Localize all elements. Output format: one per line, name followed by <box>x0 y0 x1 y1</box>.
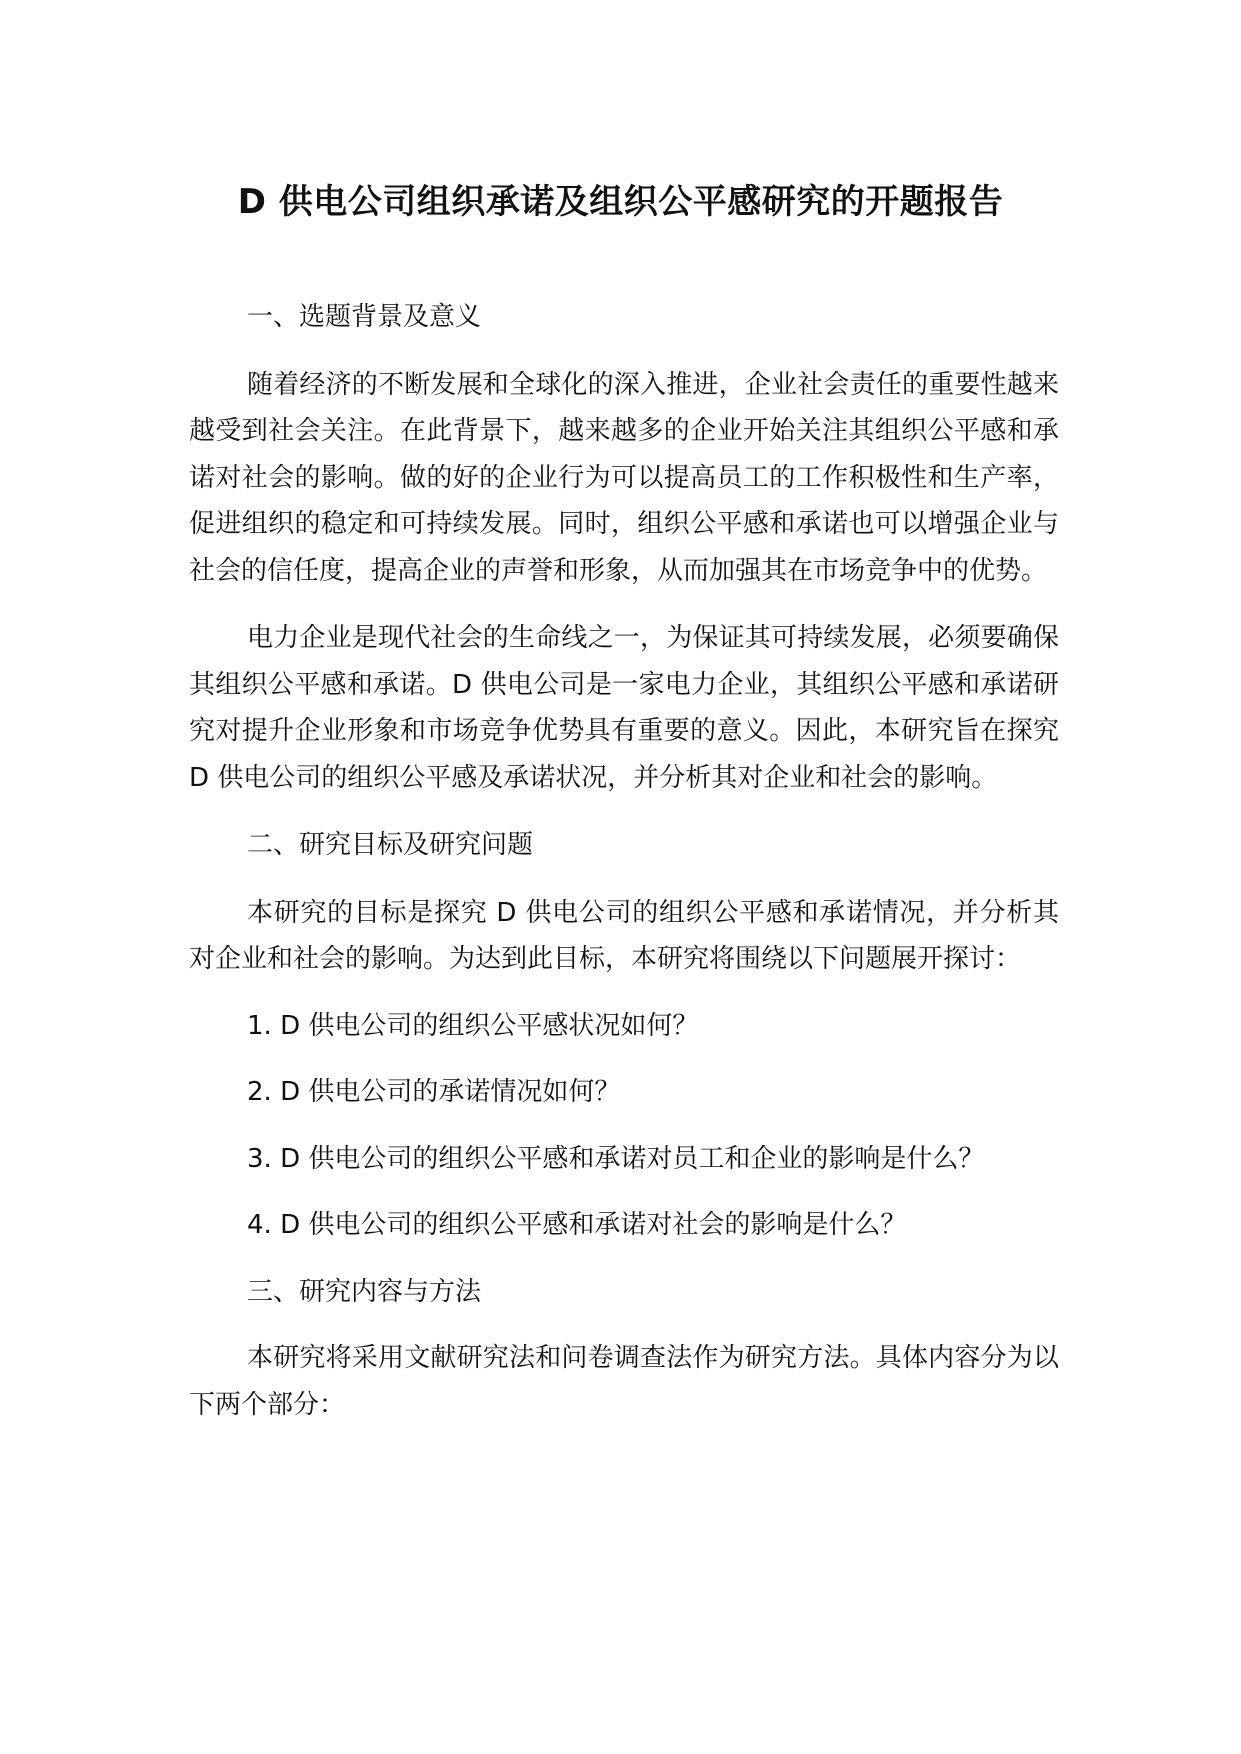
question-item-1: 1. D 供电公司的组织公平感状况如何？ <box>247 1010 699 1041</box>
paragraph-background-1: 随着经济的不断发展和全球化的深入推进，企业社会责任的重要性越来越受到社会关注。在此背景下，越来越多的企业开始关注其组织公平感和承诺对社会的影响。做的好的企业行为可以提高员工的工作积极性和生产率，促进组织的稳定和可持续发展。同时，组织公平感和承诺也可以增强企业与社会的信任度，提高企业的声誉和形象，从而加强其在市场竞争中的优势。 <box>189 369 1059 586</box>
question-item-2: 2. D 供电公司的承诺情况如何？ <box>247 1077 621 1107</box>
document-body <box>189 294 1059 1428</box>
section-heading-background: 一、选题背景及意义 <box>247 302 482 332</box>
document-title: D 供电公司组织承诺及组织公平感研究的开题报告 <box>237 182 1004 222</box>
paragraph-methods: 本研究将采用文献研究法和问卷调查法作为研究方法。具体内容分为以下两个部分： <box>189 1343 1059 1420</box>
paragraph-background-2: 电力企业是现代社会的生命线之一，为保证其可持续发展，必须要确保其组织公平感和承诺。D 供电公司是一家电力企业，其组织公平感和承诺研究对提升企业形象和市场竞争优势具有重要的意义。因此，本研究旨在探究 D 供电公司的组织公平感及承诺状况，并分析其对企业和社会的影响。 <box>189 623 1059 793</box>
question-item-3: 3. D 供电公司的组织公平感和承诺对员工和企业的影响是什么？ <box>247 1143 985 1174</box>
paragraph-goals: 本研究的目标是探究 D 供电公司的组织公平感和承诺情况，并分析其对企业和社会的影响。为达到此目标，本研究将围绕以下问题展开探讨： <box>189 897 1059 974</box>
section-heading-methods: 三、研究内容与方法 <box>247 1276 482 1307</box>
section-heading-goals: 二、研究目标及研究问题 <box>247 830 534 860</box>
question-item-4: 4. D 供电公司的组织公平感和承诺对社会的影响是什么？ <box>247 1210 907 1240</box>
